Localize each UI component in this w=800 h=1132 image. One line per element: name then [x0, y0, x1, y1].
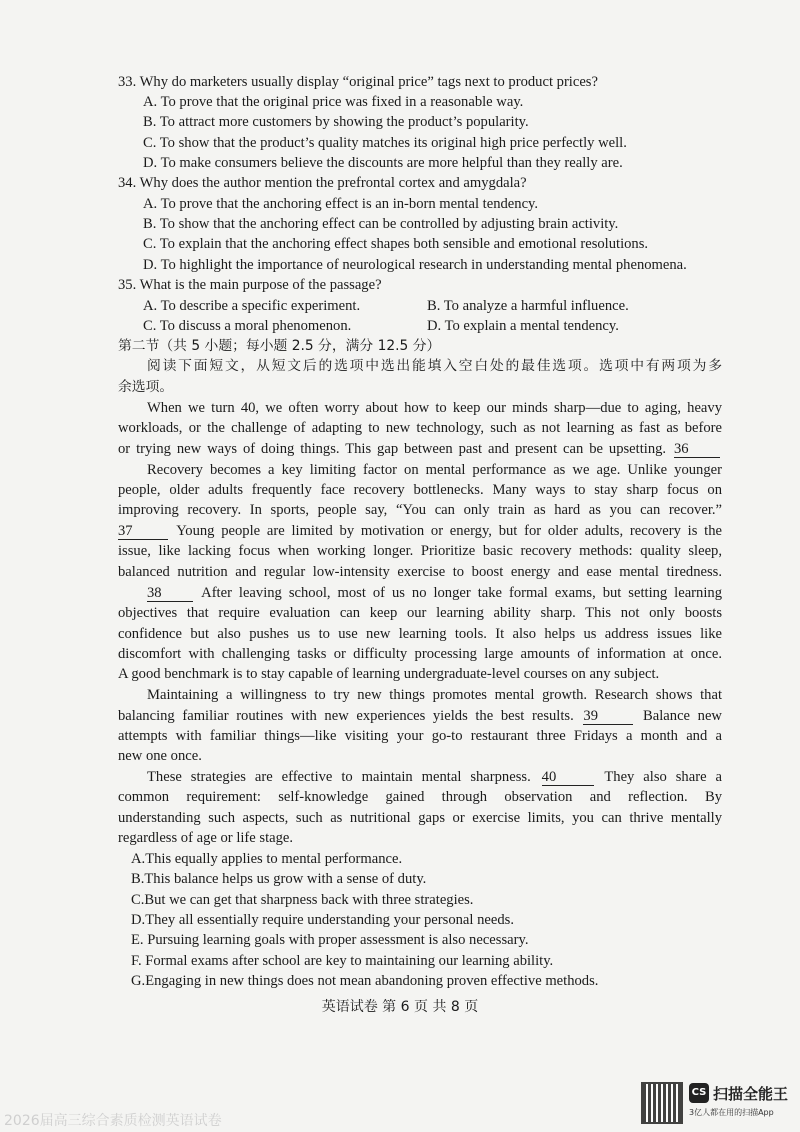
choice-b: B.This balance helps us grow with a sense of duty.: [131, 871, 427, 887]
question-35-stem: 35. What is the main purpose of the passage?: [118, 277, 382, 293]
passage-p1-line-3: [118, 439, 722, 459]
qr-code-icon: [641, 1082, 683, 1124]
section-2-heading: 第二节（共 5 小题；每小题 2.5 分，满分 12.5 分）: [118, 338, 441, 354]
blank-39[interactable]: 39: [583, 708, 633, 725]
passage-p3-line-1-text: After leaving school, most of us no longer take formal exams, but setting learning: [201, 585, 722, 601]
question-33-option-b: B. To attract more customers by showing the product’s popularity.: [143, 114, 529, 130]
passage-p4-line-2: [118, 706, 722, 726]
blank-38[interactable]: 38: [147, 585, 193, 602]
passage-p2-line-1: Recovery becomes a key limiting factor on mental performance as we age. Unlike younger: [147, 462, 722, 478]
passage-p3-line-4: discomfort with challenging tasks or difficulty processing large amounts of information at once.: [118, 646, 722, 662]
question-34-option-d: D. To highlight the importance of neurological research in understanding mental phenomena.: [143, 257, 687, 273]
question-34-option-b: B. To show that the anchoring effect can be controlled by adjusting brain activity.: [143, 216, 619, 232]
question-35-option-c: C. To discuss a moral phenomenon.: [143, 318, 352, 334]
question-33-stem: 33. Why do marketers usually display “original price” tags next to product prices?: [118, 74, 598, 90]
blank-40[interactable]: 40: [542, 769, 594, 786]
section-2-instruction-line-1: 阅读下面短文，从短文后的选项中选出能填入空白处的最佳选项。选项中有两项为多: [147, 358, 722, 374]
passage-p2-line-4: [118, 521, 722, 541]
camscanner-logo-icon: CS: [689, 1083, 709, 1103]
passage-p1-line-2: workloads, or the challenge of adapting to new technology, such as not learning as fast as before: [118, 420, 722, 436]
question-33-option-d: D. To make consumers believe the discounts are more helpful than they really are.: [143, 155, 623, 171]
passage-p5-line-2: common requirement: self-knowledge gained through observation and reflection. By: [118, 789, 722, 805]
passage-p1-line-1: When we turn 40, we often worry about how to keep our minds sharp—due to aging, heavy: [147, 400, 722, 416]
page-footer: 英语试卷 第 6 页 共 8 页: [321, 999, 479, 1015]
passage-p3-line-3: confidence but also pushes us to use new learning tools. It also helps us address issues like: [118, 626, 722, 642]
choice-a: A.This equally applies to mental performance.: [131, 851, 403, 867]
choice-g: G.Engaging in new things does not mean abandoning proven effective methods.: [131, 973, 599, 989]
question-35-option-a: A. To describe a specific experiment.: [143, 298, 361, 314]
passage-p2-line-3: improving recovery. In sports, people say, “You can only train as hard as you can recover.”: [118, 502, 722, 518]
passage-p3-line-2: objectives that require evaluation can keep our learning ability sharp. This not only boosts: [118, 605, 722, 621]
watermark-text: 2026届高三综合素质检测英语试卷: [4, 1113, 222, 1129]
passage-p1-line-3-text: or trying new ways of doing things. This gap between past and present can be upsetting.: [118, 441, 667, 457]
choice-e: E. Pursuing learning goals with proper assessment is also necessary.: [131, 932, 529, 948]
passage-p2-line-5: issue, like lacking focus when working longer. Prioritize basic recovery methods: quality sleep,: [118, 543, 722, 559]
passage-p5-line-1-text-after: They also share a: [604, 769, 722, 785]
question-33-option-a: A. To prove that the original price was fixed in a reasonable way.: [143, 94, 524, 110]
question-35-option-b: B. To analyze a harmful influence.: [427, 298, 629, 314]
blank-37[interactable]: 37: [118, 523, 168, 540]
section-2-instruction-line-2: 余选项。: [118, 379, 174, 395]
passage-p4-line-1: Maintaining a willingness to try new things promotes mental growth. Research shows that: [147, 687, 722, 703]
passage-p2-line-4-text: Young people are limited by motivation or energy, but for older adults, recovery is the: [176, 523, 722, 539]
choice-d: D.They all essentially require understanding your personal needs.: [131, 912, 514, 928]
choice-f: F. Formal exams after school are key to maintaining our learning ability.: [131, 953, 554, 969]
question-33-option-c: C. To show that the product’s quality matches its original high price perfectly well.: [143, 135, 627, 151]
passage-p5-line-3: understanding such aspects, such as nutritional gaps or exercise limits, you can thrive mentally: [118, 810, 722, 826]
question-34-stem: 34. Why does the author mention the prefrontal cortex and amygdala?: [118, 175, 527, 191]
passage-p4-line-4: new one once.: [118, 748, 202, 764]
passage-p4-line-3: attempts with familiar things—like visiting your go-to restaurant three Fridays a month and a: [118, 728, 722, 744]
question-34-option-a: A. To prove that the anchoring effect is an in-born mental tendency.: [143, 196, 539, 212]
passage-p2-line-2: people, older adults frequently face recovery bottlenecks. Many ways to stay sharp focus on: [118, 482, 722, 498]
passage-p5-line-1-text-before: These strategies are effective to maintain mental sharpness.: [147, 769, 531, 785]
question-34-option-c: C. To explain that the anchoring effect shapes both sensible and emotional resolutions.: [143, 236, 649, 252]
passage-p4-line-2-text-after: Balance new: [643, 708, 722, 724]
passage-p2-line-6: balanced nutrition and regular low-intensity exercise to boost energy and ease mental tiredness.: [118, 564, 722, 580]
question-35-option-d: D. To explain a mental tendency.: [427, 318, 619, 334]
passage-p3-line-5: A good benchmark is to stay capable of learning undergraduate-level courses on any subject.: [118, 666, 660, 682]
scanner-app-title: 扫描全能王: [713, 1085, 789, 1103]
passage-p4-line-2-text-before: balancing familiar routines with new experiences yields the best results.: [118, 708, 574, 724]
scanner-app-subtitle: 3亿人都在用的扫描App: [689, 1108, 774, 1117]
blank-36[interactable]: 36: [674, 441, 720, 458]
passage-p5-line-4: regardless of age or life stage.: [118, 830, 294, 846]
passage-p3-line-1: [147, 583, 722, 603]
choice-c: C.But we can get that sharpness back with three strategies.: [131, 892, 474, 908]
passage-p5-line-1: [147, 767, 722, 787]
